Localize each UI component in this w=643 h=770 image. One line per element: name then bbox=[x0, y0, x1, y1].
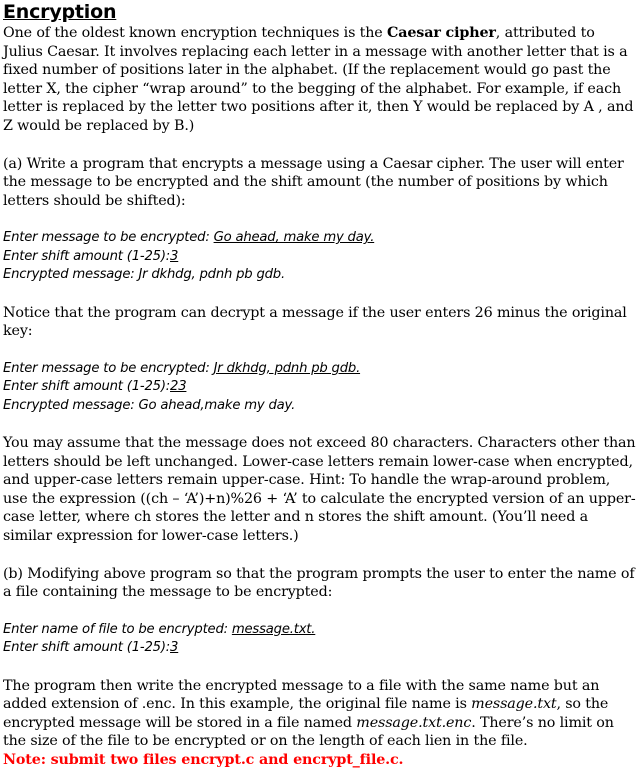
example-1-shift-label: Enter shift amount (1-25): bbox=[3, 248, 171, 264]
submission-note: Note: submit two files encrypt.c and encrypt_file.c. bbox=[3, 751, 404, 768]
example-1-prompt-value: Go ahead, make my day. bbox=[213, 230, 375, 246]
example-2-shift-value: 23 bbox=[170, 379, 187, 395]
example-1-shift-line bbox=[3, 248, 637, 266]
example-3 bbox=[3, 621, 637, 658]
closing-text-1: The program then write the encrypted message to a file with the same name but an added extension of .enc. In this example, the original file name is bbox=[3, 677, 600, 713]
caesar-cipher-term: Caesar cipher bbox=[387, 25, 496, 41]
part-a-paragraph: (a) Write a program that encrypts a message using a Caesar cipher. The user will enter the message to be encrypted and the shift amount (the number of positions by which letters should be shifted): bbox=[3, 155, 624, 209]
example-2-shift-label: Enter shift amount (1-25): bbox=[3, 379, 171, 395]
example-2 bbox=[3, 360, 637, 415]
example-2-prompt-label: Enter message to be encrypted: bbox=[3, 360, 214, 376]
example-3-file-value: message.txt. bbox=[231, 621, 316, 637]
closing-file-2: message.txt.enc bbox=[356, 714, 472, 731]
closing-paragraph bbox=[3, 677, 637, 751]
example-3-shift-label: Enter shift amount (1-25): bbox=[3, 640, 171, 656]
intro-paragraph bbox=[3, 24, 637, 136]
example-3-shift-value: 3 bbox=[170, 640, 179, 656]
closing-text-2: , so the encrypted message will be stored in a file named bbox=[3, 696, 609, 731]
example-1 bbox=[3, 229, 637, 284]
intro-text-1: One of the oldest known encryption techniques is the bbox=[3, 25, 388, 41]
example-3-shift-line bbox=[3, 639, 637, 657]
example-2-message-line bbox=[3, 360, 637, 378]
example-3-file-line bbox=[3, 621, 637, 639]
example-1-result: Encrypted message: Jr dkhdg, pdnh pb gdb. bbox=[3, 267, 285, 283]
closing-text-3: . There’s no limit on the size of the file to be encrypted or on the length of each lien in the file. bbox=[3, 714, 614, 750]
document-page bbox=[3, 0, 637, 770]
example-1-message-line bbox=[3, 229, 637, 247]
example-2-prompt-value: Jr dkhdg, pdnh pb gdb. bbox=[213, 360, 361, 376]
example-1-shift-value: 3 bbox=[170, 248, 179, 264]
part-b-paragraph: (b) Modifying above program so that the program prompts the user to enter the name of a file containing the message to be encrypted: bbox=[3, 565, 635, 601]
example-2-result: Encrypted message: Go ahead,make my day. bbox=[3, 397, 296, 413]
example-1-prompt-label: Enter message to be encrypted: bbox=[3, 230, 214, 246]
assumptions-paragraph: You may assume that the message does not exceed 80 characters. Characters other than letters should be left unchanged. Lower-case letters remain lower-case when encrypted, and upper-case letters remain upper-case. Hint: To handle the wrap-around problem, use the expression ((ch – ‘A’)+n)%26 + ‘A’ to calculate the encrypted version of an upper-case letter, where ch stores the letter and n stores the shift amount. (You’ll need a similar expression for lower-case letters.) bbox=[3, 434, 636, 544]
notice-paragraph: Notice that the program can decrypt a message if the user enters 26 minus the original key: bbox=[3, 304, 627, 340]
example-3-file-label: Enter name of file to be encrypted: bbox=[3, 621, 232, 637]
closing-file-1: message.txt bbox=[471, 696, 557, 713]
page-title: Encryption bbox=[3, 1, 117, 23]
intro-text-2: , attributed to Julius Caesar. It involves replacing each letter in a message with another letter that is a fixed number of positions later in the alphabet. (If the replacement would go past the letter X, the cipher “wrap around” to the begging of the alphabet. For example, if each letter is replaced by the letter two positions after it, then Y would be replaced by A , and Z would be replaced by B.) bbox=[3, 25, 634, 134]
example-2-shift-line bbox=[3, 378, 637, 396]
